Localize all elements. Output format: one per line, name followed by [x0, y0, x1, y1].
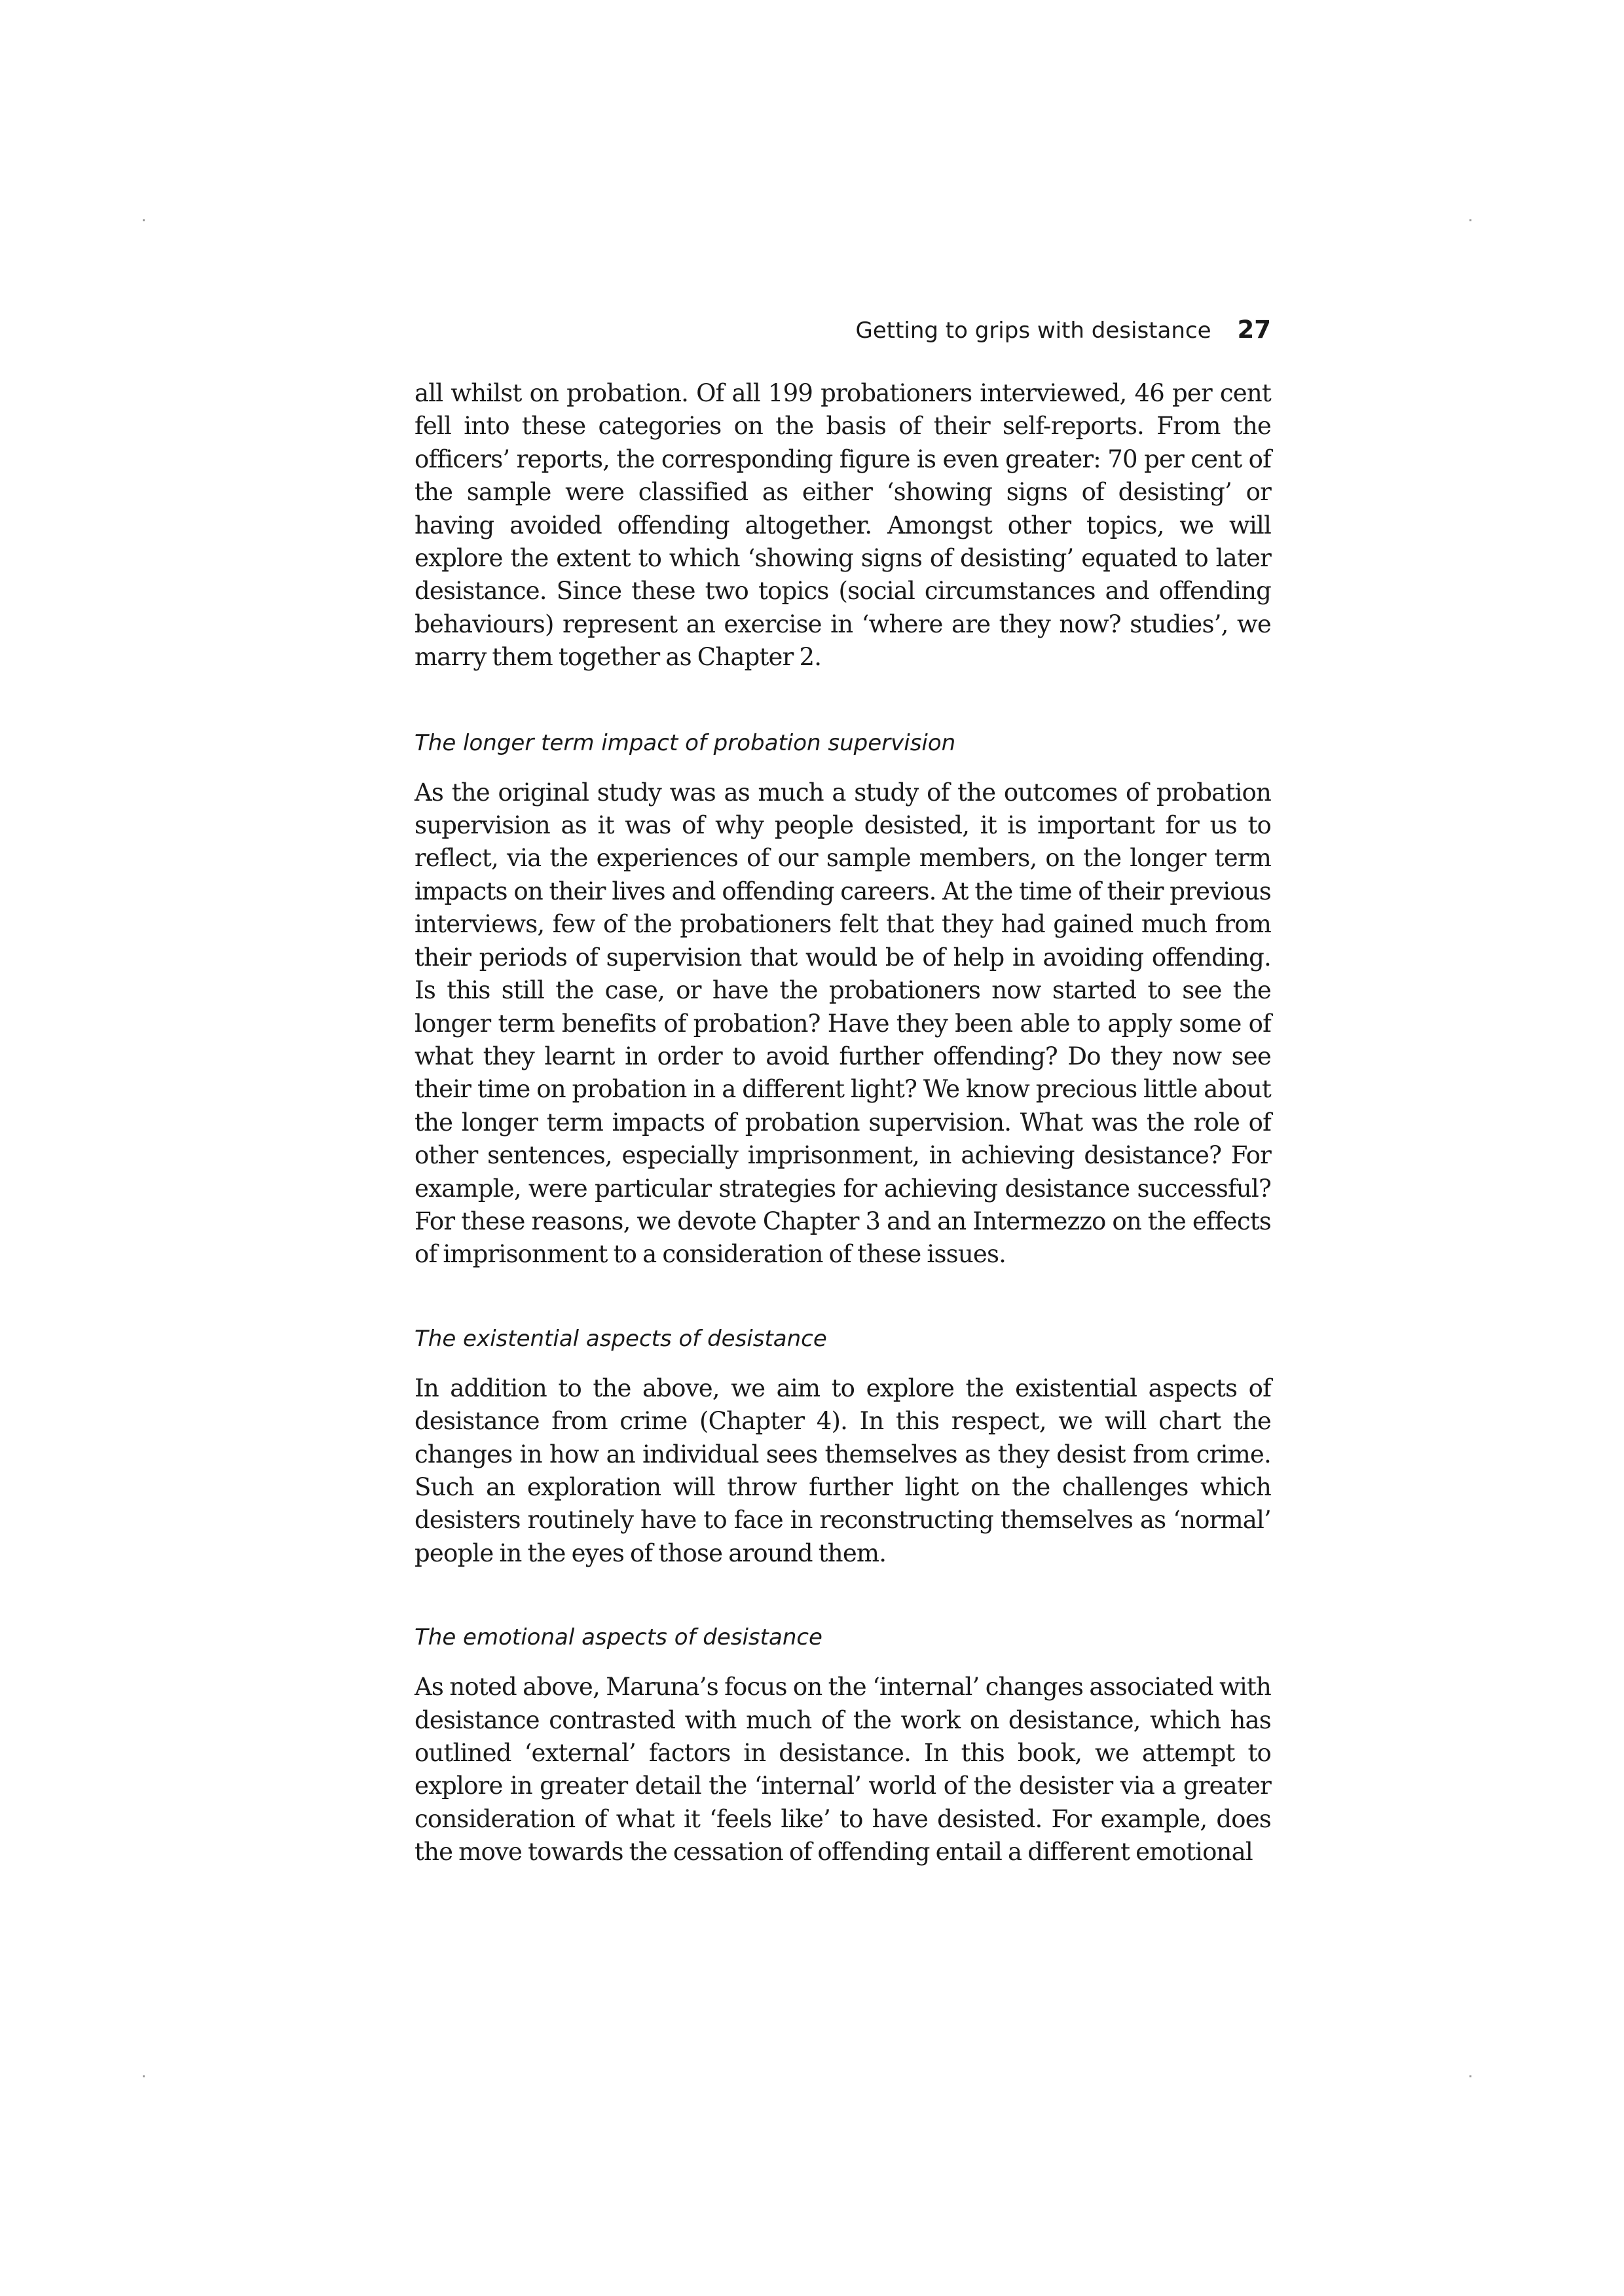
opening-paragraph: all whilst on probation. Of all 199 probationers interviewed, 46 per cent fell into these categories on the basis of their self-reports. From the officers’ reports, the corresponding figure is even greater: 70 per cent of the sample were classified as either ‘showing signs of desisting’ or having avoided offending altogether. Amongst other topics, we will explore the extent to which ‘showing signs of desisting’ equated to later desistance. Since these two topics (social circumstances and offending behaviours) represent an exercise in ‘where are they now? studies’, we marry them together as Chapter 2.: [415, 379, 1271, 672]
crop-mark-top-right: [1469, 219, 1471, 221]
crop-mark-top-left: [143, 219, 145, 221]
running-head: [855, 317, 1271, 344]
page-number: 27: [1237, 316, 1271, 344]
crop-mark-bottom-left: [143, 2075, 145, 2077]
section-paragraph-existential: In addition to the above, we aim to explore the existential aspects of desistance from crime (Chapter 4). In this respect, we will chart the changes in how an individual sees themselves as they desist from crime. Such an exploration will throw further light on the challenges which desisters routinely have to face in reconstructing themselves as ‘normal’ people in the eyes of those around them.: [415, 1374, 1271, 1567]
section-paragraph-probation-impact: As the original study was as much a study of the outcomes of probation supervision as it was of why people desisted, it is important for us to reflect, via the experiences of our sample members, on the longer term impacts on their lives and offending careers. At the time of their previous interviews, few of the probationers felt that they had gained much from their periods of supervision that would be of help in avoiding offending. Is this still the case, or have the probationers now started to see the longer term benefits of probation? Have they been able to apply some of what they learnt in order to avoid further offending? Do they now see their time on probation in a different light? We know precious little about the longer term impacts of probation supervision. What was the role of other sentences, especially imprisonment, in achieving desistance? For example, were particular strategies for achieving desistance successful? For these reasons, we devote Chapter 3 and an Intermezzo on the effects of imprisonment to a consideration of these issues.: [415, 778, 1271, 1269]
section-heading-existential: The existential aspects of desistance: [415, 1325, 827, 1352]
body-text: [415, 377, 1271, 1869]
section-heading-emotional: The emotional aspects of desistance: [415, 1624, 822, 1651]
section-heading-probation-impact: The longer term impact of probation supervision: [415, 729, 956, 756]
running-title: Getting to grips with desistance: [855, 318, 1211, 344]
crop-mark-bottom-right: [1469, 2075, 1471, 2077]
section-paragraph-emotional: As noted above, Maruna’s focus on the ‘internal’ changes associated with desistance contrasted with much of the work on desistance, which has outlined ‘external’ factors in desistance. In this book, we attempt to explore in greater detail the ‘internal’ world of the desister via a greater consideration of what it ‘feels like’ to have desisted. For example, does the move towards the cessation of offending entail a different emotional: [415, 1673, 1271, 1867]
